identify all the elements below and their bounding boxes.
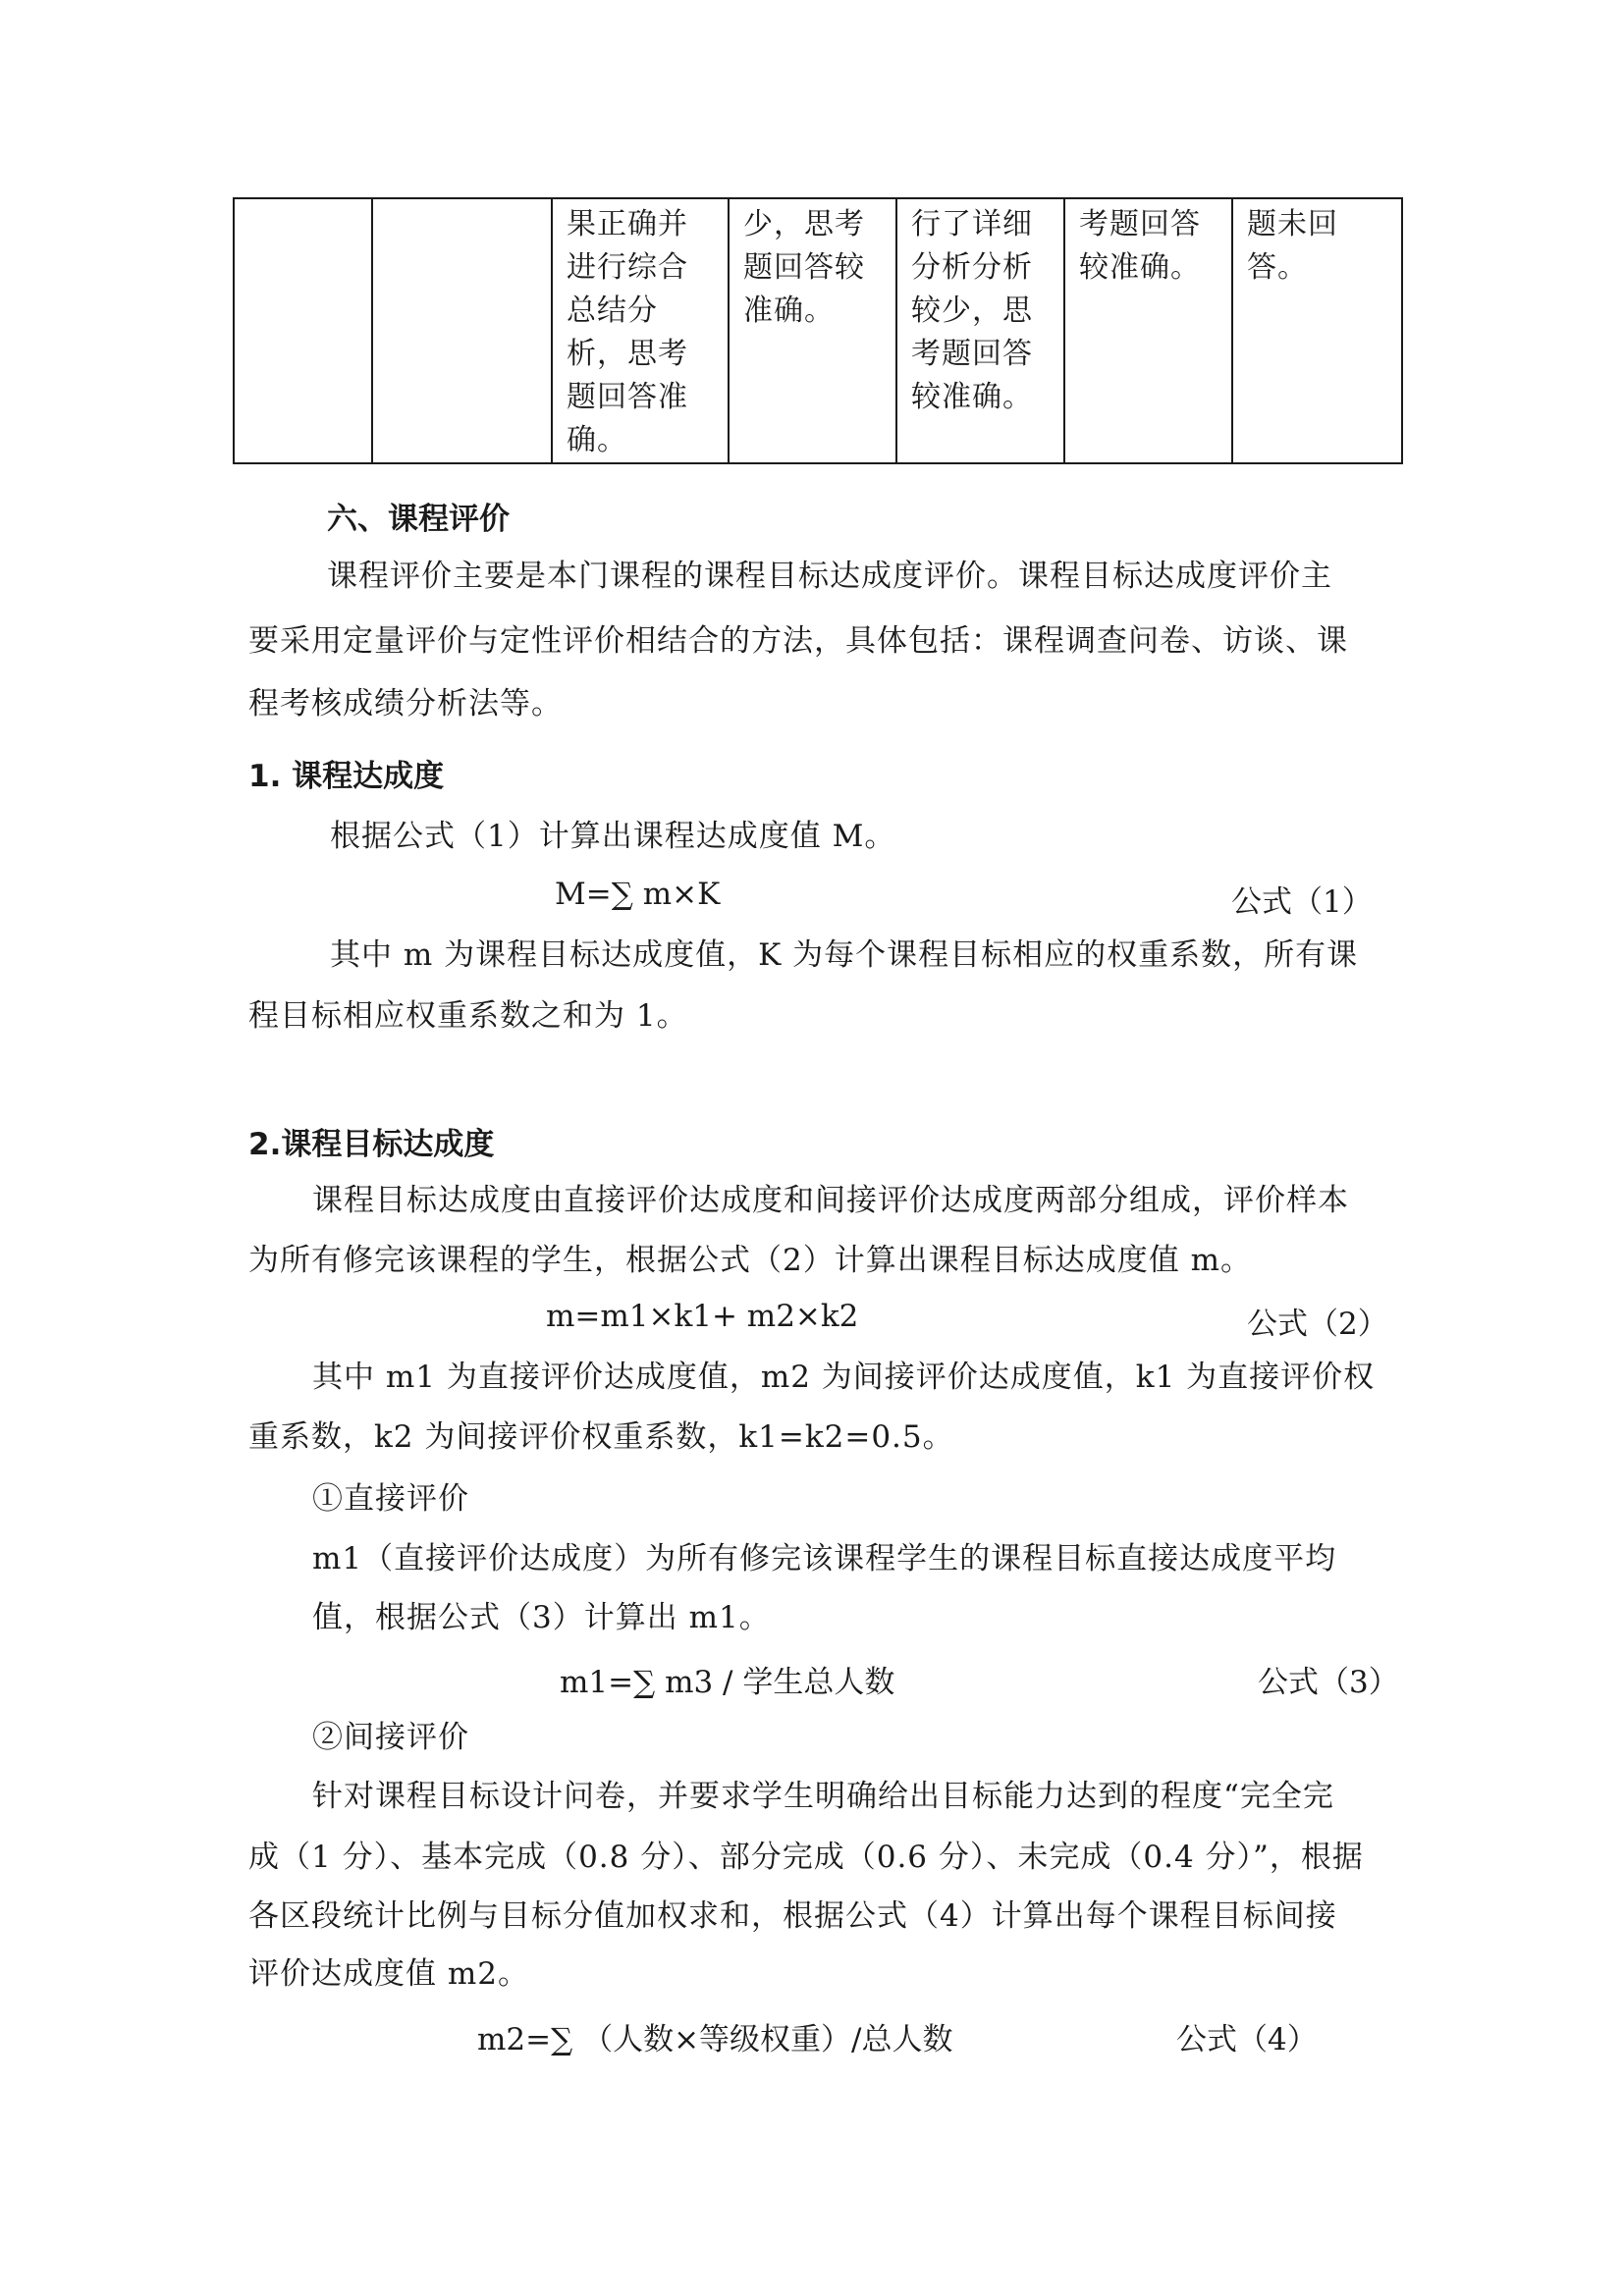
paragraph-line: 其中 m 为课程目标达成度值，K 为每个课程目标相应的权重系数，所有课 xyxy=(330,937,1359,973)
formula-label: 公式（1） xyxy=(1231,884,1373,920)
paragraph-line: 各区段统计比例与目标分值加权求和，根据公式（4）计算出每个课程目标间接 xyxy=(248,1898,1337,1934)
paragraph-line: 根据公式（1）计算出课程达成度值 M。 xyxy=(330,819,896,854)
paragraph-line: 值，根据公式（3）计算出 m1。 xyxy=(312,1600,771,1635)
paragraph-line: 针对课程目标设计问卷，并要求学生明确给出目标能力达到的程度“完全完 xyxy=(312,1779,1334,1814)
paragraph-line: 程考核成绩分析法等。 xyxy=(248,686,563,721)
paragraph-line: 要采用定量评价与定性评价相结合的方法，具体包括：课程调查问卷、访谈、课 xyxy=(248,623,1348,659)
subsection-heading: 2.课程目标达成度 xyxy=(248,1127,495,1162)
paragraph-line: 程目标相应权重系数之和为 1。 xyxy=(248,998,688,1034)
table-cell: 果正确并进行综合总结分析，思考题回答准确。 xyxy=(552,198,729,463)
list-item-title: ②间接评价 xyxy=(312,1720,469,1755)
table-cell: 行了详细分析分析较少，思考题回答较准确。 xyxy=(896,198,1064,463)
evaluation-criteria-table-continuation xyxy=(233,197,1403,464)
paragraph-line: 为所有修完该课程的学生，根据公式（2）计算出课程目标达成度值 m。 xyxy=(248,1243,1252,1278)
paragraph-line: 课程评价主要是本门课程的课程目标达成度评价。课程目标达成度评价主 xyxy=(327,559,1332,594)
section-heading: 六、课程评价 xyxy=(327,502,510,537)
table-cell xyxy=(234,198,372,463)
formula-label: 公式（2） xyxy=(1247,1307,1388,1342)
list-item-title: ①直接评价 xyxy=(312,1481,469,1517)
paragraph-line: 课程目标达成度由直接评价达成度和间接评价达成度两部分组成，评价样本 xyxy=(312,1183,1349,1218)
paragraph-line: 评价达成度值 m2。 xyxy=(248,1956,529,1992)
table-cell: 题未回答。 xyxy=(1232,198,1402,463)
paragraph-line: 成（1 分）、基本完成（0.8 分）、部分完成（0.6 分）、未完成（0.4 分）”，根据 xyxy=(248,1840,1364,1875)
formula: m=m1×k1+ m2×k2 xyxy=(546,1299,859,1334)
paragraph-line: m1（直接评价达成度）为所有修完该课程学生的课程目标直接达成度平均 xyxy=(312,1541,1337,1576)
formula: M=∑ m×K xyxy=(555,877,721,912)
paragraph-line: 其中 m1 为直接评价达成度值，m2 为间接评价达成度值，k1 为直接评价权 xyxy=(312,1360,1376,1395)
formula-label: 公式（4） xyxy=(1176,2022,1318,2057)
formula-label: 公式（3） xyxy=(1258,1665,1399,1700)
table-cell xyxy=(372,198,552,463)
formula: m1=∑ m3 / 学生总人数 xyxy=(560,1665,895,1700)
subsection-heading: 1. 课程达成度 xyxy=(248,759,445,794)
table-row xyxy=(234,198,1402,463)
formula: m2=∑ （人数×等级权重）/总人数 xyxy=(477,2022,953,2057)
table-cell: 少，思考题回答较准确。 xyxy=(729,198,896,463)
paragraph-line: 重系数，k2 为间接评价权重系数，k1=k2=0.5。 xyxy=(248,1419,954,1455)
table-cell: 考题回答较准确。 xyxy=(1064,198,1232,463)
